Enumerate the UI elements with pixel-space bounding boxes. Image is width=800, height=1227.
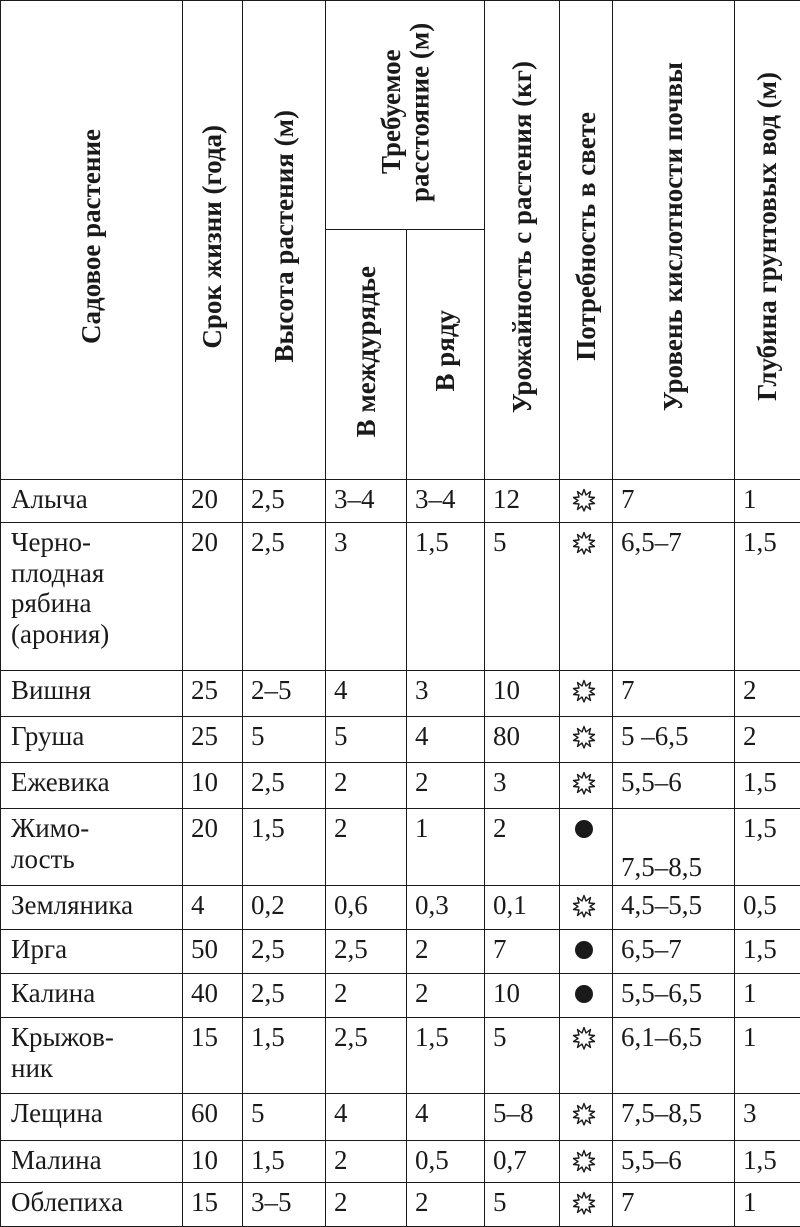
- light-cell: [560, 929, 613, 973]
- height-cell-text: 1,5: [251, 1144, 285, 1175]
- height-cell: [243, 809, 326, 885]
- in-row-cell: [407, 716, 485, 762]
- acidity-cell: [613, 670, 735, 716]
- yield-cell-text: 5: [493, 1022, 507, 1053]
- acidity-cell-text: 7: [621, 674, 635, 705]
- plant-name-cell-text: Малина: [11, 1144, 102, 1175]
- plant-name-cell: [1, 716, 183, 762]
- plant-name-cell-text: Груша: [11, 720, 85, 751]
- plant-name-cell: [1, 885, 183, 929]
- groundwater-cell-text: 1: [743, 1186, 757, 1217]
- groundwater-cell-text: 3: [743, 1098, 757, 1129]
- yield-cell: [485, 523, 560, 671]
- in-row-cell: [407, 973, 485, 1017]
- between-rows-cell: [326, 670, 407, 716]
- acidity-cell-text: 5,5–6,5: [621, 977, 702, 1008]
- groundwater-cell-text: 1,5: [743, 527, 777, 558]
- groundwater-cell-text: 0,5: [743, 889, 777, 920]
- lifespan-cell: [183, 885, 243, 929]
- plant-name-cell: [1, 809, 183, 885]
- groundwater-cell: [735, 523, 800, 671]
- in-row-cell-text: 2: [415, 767, 429, 798]
- plant-name-cell-text: Облепиха: [11, 1186, 124, 1217]
- between-rows-cell-text: 2: [334, 813, 348, 844]
- acidity-cell: [613, 929, 735, 973]
- lifespan-cell: [183, 1094, 243, 1140]
- plant-name-cell-text: Ирга: [11, 933, 68, 964]
- yield-cell-text: 5: [493, 1186, 507, 1217]
- groundwater-cell: [735, 480, 800, 523]
- plant-name-cell: [1, 929, 183, 973]
- plant-name-cell: [1, 1018, 183, 1094]
- lifespan-cell-text: 40: [191, 977, 218, 1008]
- yield-cell: [485, 1094, 560, 1140]
- in-row-cell-text: 1: [415, 813, 429, 844]
- table-row: [1, 716, 800, 762]
- plant-name-cell-text: Вишня: [11, 674, 92, 705]
- between-rows-cell: [326, 523, 407, 671]
- header-yield: Урожайность с растения (кг): [485, 1, 560, 480]
- acidity-cell-text: 7,5–8,5: [621, 1098, 702, 1129]
- table-row: [1, 480, 800, 523]
- lifespan-cell: [183, 670, 243, 716]
- height-cell: [243, 1094, 326, 1140]
- lifespan-cell: [183, 809, 243, 885]
- table-row: [1, 929, 800, 973]
- lifespan-cell: [183, 480, 243, 523]
- between-rows-cell: [326, 716, 407, 762]
- between-rows-cell: [326, 1140, 407, 1182]
- groundwater-cell: [735, 929, 800, 973]
- plant-name-cell-text: Черно- плодная рябина (арония): [11, 527, 110, 649]
- header-acidity: Уровень кислотности почвы: [613, 1, 735, 480]
- acidity-cell: [613, 1094, 735, 1140]
- acidity-cell: [613, 1140, 735, 1182]
- lifespan-cell: [183, 929, 243, 973]
- in-row-cell: [407, 1140, 485, 1182]
- yield-cell-text: 5–8: [493, 1098, 534, 1129]
- plant-name-cell: [1, 670, 183, 716]
- acidity-cell-text: 6,5–7: [621, 933, 682, 964]
- light-cell: [560, 716, 613, 762]
- between-rows-cell: [326, 929, 407, 973]
- table-body: [1, 480, 800, 1227]
- yield-cell: [485, 670, 560, 716]
- yield-cell-text: 10: [493, 674, 520, 705]
- between-rows-cell: [326, 1182, 407, 1226]
- in-row-cell-text: 2: [415, 977, 429, 1008]
- groundwater-cell: [735, 973, 800, 1017]
- lifespan-cell: [183, 1140, 243, 1182]
- table-row: [1, 670, 800, 716]
- lifespan-cell-text: 20: [191, 484, 218, 514]
- header-plant: Садовое растение: [1, 1, 183, 480]
- yield-cell: [485, 885, 560, 929]
- plant-name-cell: [1, 480, 183, 523]
- light-cell: [560, 1140, 613, 1182]
- between-rows-cell-text: 2,5: [334, 933, 368, 964]
- between-rows-cell-text: 2: [334, 1144, 348, 1175]
- light-cell: [560, 523, 613, 671]
- lifespan-cell-text: 50: [191, 933, 218, 964]
- in-row-cell-text: 0,3: [415, 889, 449, 920]
- yield-cell: [485, 929, 560, 973]
- in-row-cell: [407, 929, 485, 973]
- yield-cell: [485, 1182, 560, 1226]
- plant-name-cell: [1, 1140, 183, 1182]
- acidity-cell-text: 7: [621, 1186, 635, 1217]
- between-rows-cell-text: 2,5: [334, 1022, 368, 1053]
- plant-name-cell: [1, 973, 183, 1017]
- table-row: [1, 1140, 800, 1182]
- groundwater-cell: [735, 1140, 800, 1182]
- lifespan-cell-text: 25: [191, 720, 218, 751]
- groundwater-cell-text: 2: [743, 674, 757, 705]
- yield-cell: [485, 716, 560, 762]
- between-rows-cell: [326, 1094, 407, 1140]
- in-row-cell: [407, 523, 485, 671]
- header-groundwater: Глубина грунтовых вод (м): [735, 1, 800, 480]
- plant-name-cell: [1, 1094, 183, 1140]
- groundwater-cell-text: 1: [743, 484, 757, 514]
- groundwater-cell-text: 2: [743, 720, 757, 751]
- groundwater-cell-text: 1,5: [743, 933, 777, 964]
- yield-cell: [485, 809, 560, 885]
- between-rows-cell: [326, 973, 407, 1017]
- height-cell: [243, 1140, 326, 1182]
- light-cell: [560, 973, 613, 1017]
- between-rows-cell: [326, 885, 407, 929]
- sun-icon: [572, 894, 596, 918]
- between-rows-cell-text: 2: [334, 1186, 348, 1217]
- acidity-cell: [613, 1018, 735, 1094]
- between-rows-cell-text: 3: [334, 527, 348, 558]
- in-row-cell-text: 4: [415, 720, 429, 751]
- filled-circle-icon: [575, 941, 593, 959]
- yield-cell: [485, 1140, 560, 1182]
- lifespan-cell-text: 10: [191, 767, 218, 798]
- acidity-cell: [613, 1182, 735, 1226]
- lifespan-cell: [183, 716, 243, 762]
- lifespan-cell-text: 60: [191, 1098, 218, 1129]
- sun-icon: [572, 1191, 596, 1215]
- yield-cell: [485, 1018, 560, 1094]
- in-row-cell: [407, 763, 485, 809]
- between-rows-cell: [326, 809, 407, 885]
- table-header: [1, 1, 800, 480]
- height-cell: [243, 929, 326, 973]
- groundwater-cell-text: 1,5: [743, 767, 777, 798]
- height-cell-text: 2,5: [251, 977, 285, 1008]
- plant-name-cell: [1, 763, 183, 809]
- sun-icon: [572, 1102, 596, 1126]
- lifespan-cell-text: 15: [191, 1022, 218, 1053]
- plant-name-cell-text: Калина: [11, 977, 96, 1008]
- yield-cell: [485, 973, 560, 1017]
- plant-name-cell-text: Алыча: [11, 484, 88, 514]
- table-row: [1, 1018, 800, 1094]
- in-row-cell-text: 0,5: [415, 1144, 449, 1175]
- light-cell: [560, 480, 613, 523]
- height-cell-text: 1,5: [251, 813, 285, 844]
- groundwater-cell: [735, 1182, 800, 1226]
- filled-circle-icon: [575, 820, 593, 838]
- in-row-cell: [407, 885, 485, 929]
- light-cell: [560, 670, 613, 716]
- yield-cell-text: 12: [493, 484, 520, 514]
- height-cell-text: 2–5: [251, 674, 292, 705]
- between-rows-cell-text: 0,6: [334, 889, 368, 920]
- plant-name-cell-text: Жимо- лость: [11, 813, 90, 874]
- in-row-cell-text: 4: [415, 1098, 429, 1129]
- between-rows-cell: [326, 1018, 407, 1094]
- lifespan-cell-text: 20: [191, 813, 218, 844]
- height-cell: [243, 763, 326, 809]
- between-rows-cell-text: 3–4: [334, 484, 375, 514]
- groundwater-cell: [735, 716, 800, 762]
- plant-name-cell: [1, 523, 183, 671]
- groundwater-cell: [735, 1094, 800, 1140]
- header-light: Потребность в свете: [560, 1, 613, 480]
- sun-icon: [572, 1149, 596, 1173]
- between-rows-cell: [326, 763, 407, 809]
- lifespan-cell-text: 10: [191, 1144, 218, 1175]
- light-cell: [560, 1094, 613, 1140]
- lifespan-cell: [183, 763, 243, 809]
- lifespan-cell: [183, 973, 243, 1017]
- in-row-cell: [407, 480, 485, 523]
- table-row: [1, 809, 800, 885]
- in-row-cell-text: 1,5: [415, 527, 449, 558]
- groundwater-cell-text: 1,5: [743, 813, 777, 844]
- in-row-cell: [407, 809, 485, 885]
- groundwater-cell: [735, 885, 800, 929]
- light-cell: [560, 1018, 613, 1094]
- height-cell: [243, 1018, 326, 1094]
- height-cell-text: 2,5: [251, 527, 285, 558]
- groundwater-cell-text: 1: [743, 977, 757, 1008]
- acidity-cell-text: 5,5–6: [621, 767, 682, 798]
- plant-name-cell-text: Лещина: [11, 1098, 103, 1129]
- height-cell-text: 2,5: [251, 484, 285, 514]
- yield-cell-text: 0,1: [493, 889, 527, 920]
- acidity-cell: [613, 480, 735, 523]
- acidity-cell-text: 5 –6,5: [621, 720, 689, 751]
- groundwater-cell-text: 1: [743, 1022, 757, 1053]
- groundwater-cell: [735, 1018, 800, 1094]
- yield-cell-text: 2: [493, 813, 507, 844]
- in-row-cell-text: 1,5: [415, 1022, 449, 1053]
- groundwater-cell-text: 1,5: [743, 1144, 777, 1175]
- height-cell-text: 2,5: [251, 767, 285, 798]
- filled-circle-icon: [575, 985, 593, 1003]
- lifespan-cell: [183, 1182, 243, 1226]
- sun-icon: [572, 771, 596, 795]
- height-cell-text: 3–5: [251, 1186, 292, 1217]
- lifespan-cell-text: 20: [191, 527, 218, 558]
- height-cell: [243, 973, 326, 1017]
- in-row-cell-text: 2: [415, 933, 429, 964]
- height-cell: [243, 670, 326, 716]
- lifespan-cell-text: 25: [191, 674, 218, 705]
- between-rows-cell-text: 5: [334, 720, 348, 751]
- yield-cell: [485, 480, 560, 523]
- in-row-cell: [407, 670, 485, 716]
- acidity-cell: [613, 973, 735, 1017]
- height-cell-text: 0,2: [251, 889, 285, 920]
- yield-cell-text: 0,7: [493, 1144, 527, 1175]
- sun-icon: [572, 679, 596, 703]
- height-cell-text: 2,5: [251, 933, 285, 964]
- yield-cell-text: 3: [493, 767, 507, 798]
- in-row-cell-text: 2: [415, 1186, 429, 1217]
- groundwater-cell: [735, 670, 800, 716]
- height-cell: [243, 1182, 326, 1226]
- lifespan-cell: [183, 523, 243, 671]
- table-row: [1, 1182, 800, 1226]
- plant-name-cell-text: Крыжов- ник: [11, 1022, 114, 1083]
- acidity-cell-text: 7,5–8,5: [621, 852, 702, 883]
- table-row: [1, 1094, 800, 1140]
- plant-name-cell-text: Ежевика: [11, 767, 110, 798]
- table-row: [1, 763, 800, 809]
- acidity-cell: [613, 763, 735, 809]
- groundwater-cell: [735, 763, 800, 809]
- plant-name-cell-text: Земляника: [11, 889, 134, 920]
- in-row-cell-text: 3: [415, 674, 429, 705]
- plant-name-cell: [1, 1182, 183, 1226]
- acidity-cell-text: 7: [621, 484, 635, 514]
- sun-icon: [572, 488, 596, 512]
- acidity-cell-text: 5,5–6: [621, 1144, 682, 1175]
- height-cell-text: 5: [251, 1098, 265, 1129]
- header-height: Высота растения (м): [243, 1, 326, 480]
- groundwater-cell: [735, 809, 800, 885]
- table-row: [1, 885, 800, 929]
- header-distance-group: Требуемое расстояние (м): [326, 1, 485, 230]
- light-cell: [560, 885, 613, 929]
- light-cell: [560, 809, 613, 885]
- lifespan-cell-text: 4: [191, 889, 205, 920]
- light-cell: [560, 763, 613, 809]
- lifespan-cell-text: 15: [191, 1186, 218, 1217]
- acidity-cell: [613, 885, 735, 929]
- acidity-cell-text: 6,1–6,5: [621, 1022, 702, 1053]
- yield-cell-text: 7: [493, 933, 507, 964]
- between-rows-cell-text: 2: [334, 767, 348, 798]
- sun-icon: [572, 531, 596, 555]
- acidity-cell: [613, 809, 735, 885]
- in-row-cell: [407, 1182, 485, 1226]
- yield-cell-text: 5: [493, 527, 507, 558]
- sun-icon: [572, 1026, 596, 1050]
- height-cell: [243, 523, 326, 671]
- acidity-cell-text: 6,5–7: [621, 527, 682, 558]
- yield-cell-text: 80: [493, 720, 520, 751]
- sun-icon: [572, 725, 596, 749]
- in-row-cell-text: 3–4: [415, 484, 456, 514]
- lifespan-cell: [183, 1018, 243, 1094]
- height-cell: [243, 480, 326, 523]
- table-row: [1, 523, 800, 671]
- light-cell: [560, 1182, 613, 1226]
- table-row: [1, 973, 800, 1017]
- height-cell-text: 1,5: [251, 1022, 285, 1053]
- header-between-rows: В междурядье: [326, 230, 407, 480]
- between-rows-cell-text: 4: [334, 674, 348, 705]
- yield-cell: [485, 763, 560, 809]
- height-cell: [243, 716, 326, 762]
- acidity-cell: [613, 523, 735, 671]
- between-rows-cell-text: 2: [334, 977, 348, 1008]
- between-rows-cell-text: 4: [334, 1098, 348, 1129]
- acidity-cell-text: 4,5–5,5: [621, 889, 702, 920]
- height-cell-text: 5: [251, 720, 265, 751]
- between-rows-cell: [326, 480, 407, 523]
- acidity-cell: [613, 716, 735, 762]
- header-in-row: В ряду: [407, 230, 485, 480]
- in-row-cell: [407, 1094, 485, 1140]
- in-row-cell: [407, 1018, 485, 1094]
- header-lifespan: Срок жизни (года): [183, 1, 243, 480]
- height-cell: [243, 885, 326, 929]
- yield-cell-text: 10: [493, 977, 520, 1008]
